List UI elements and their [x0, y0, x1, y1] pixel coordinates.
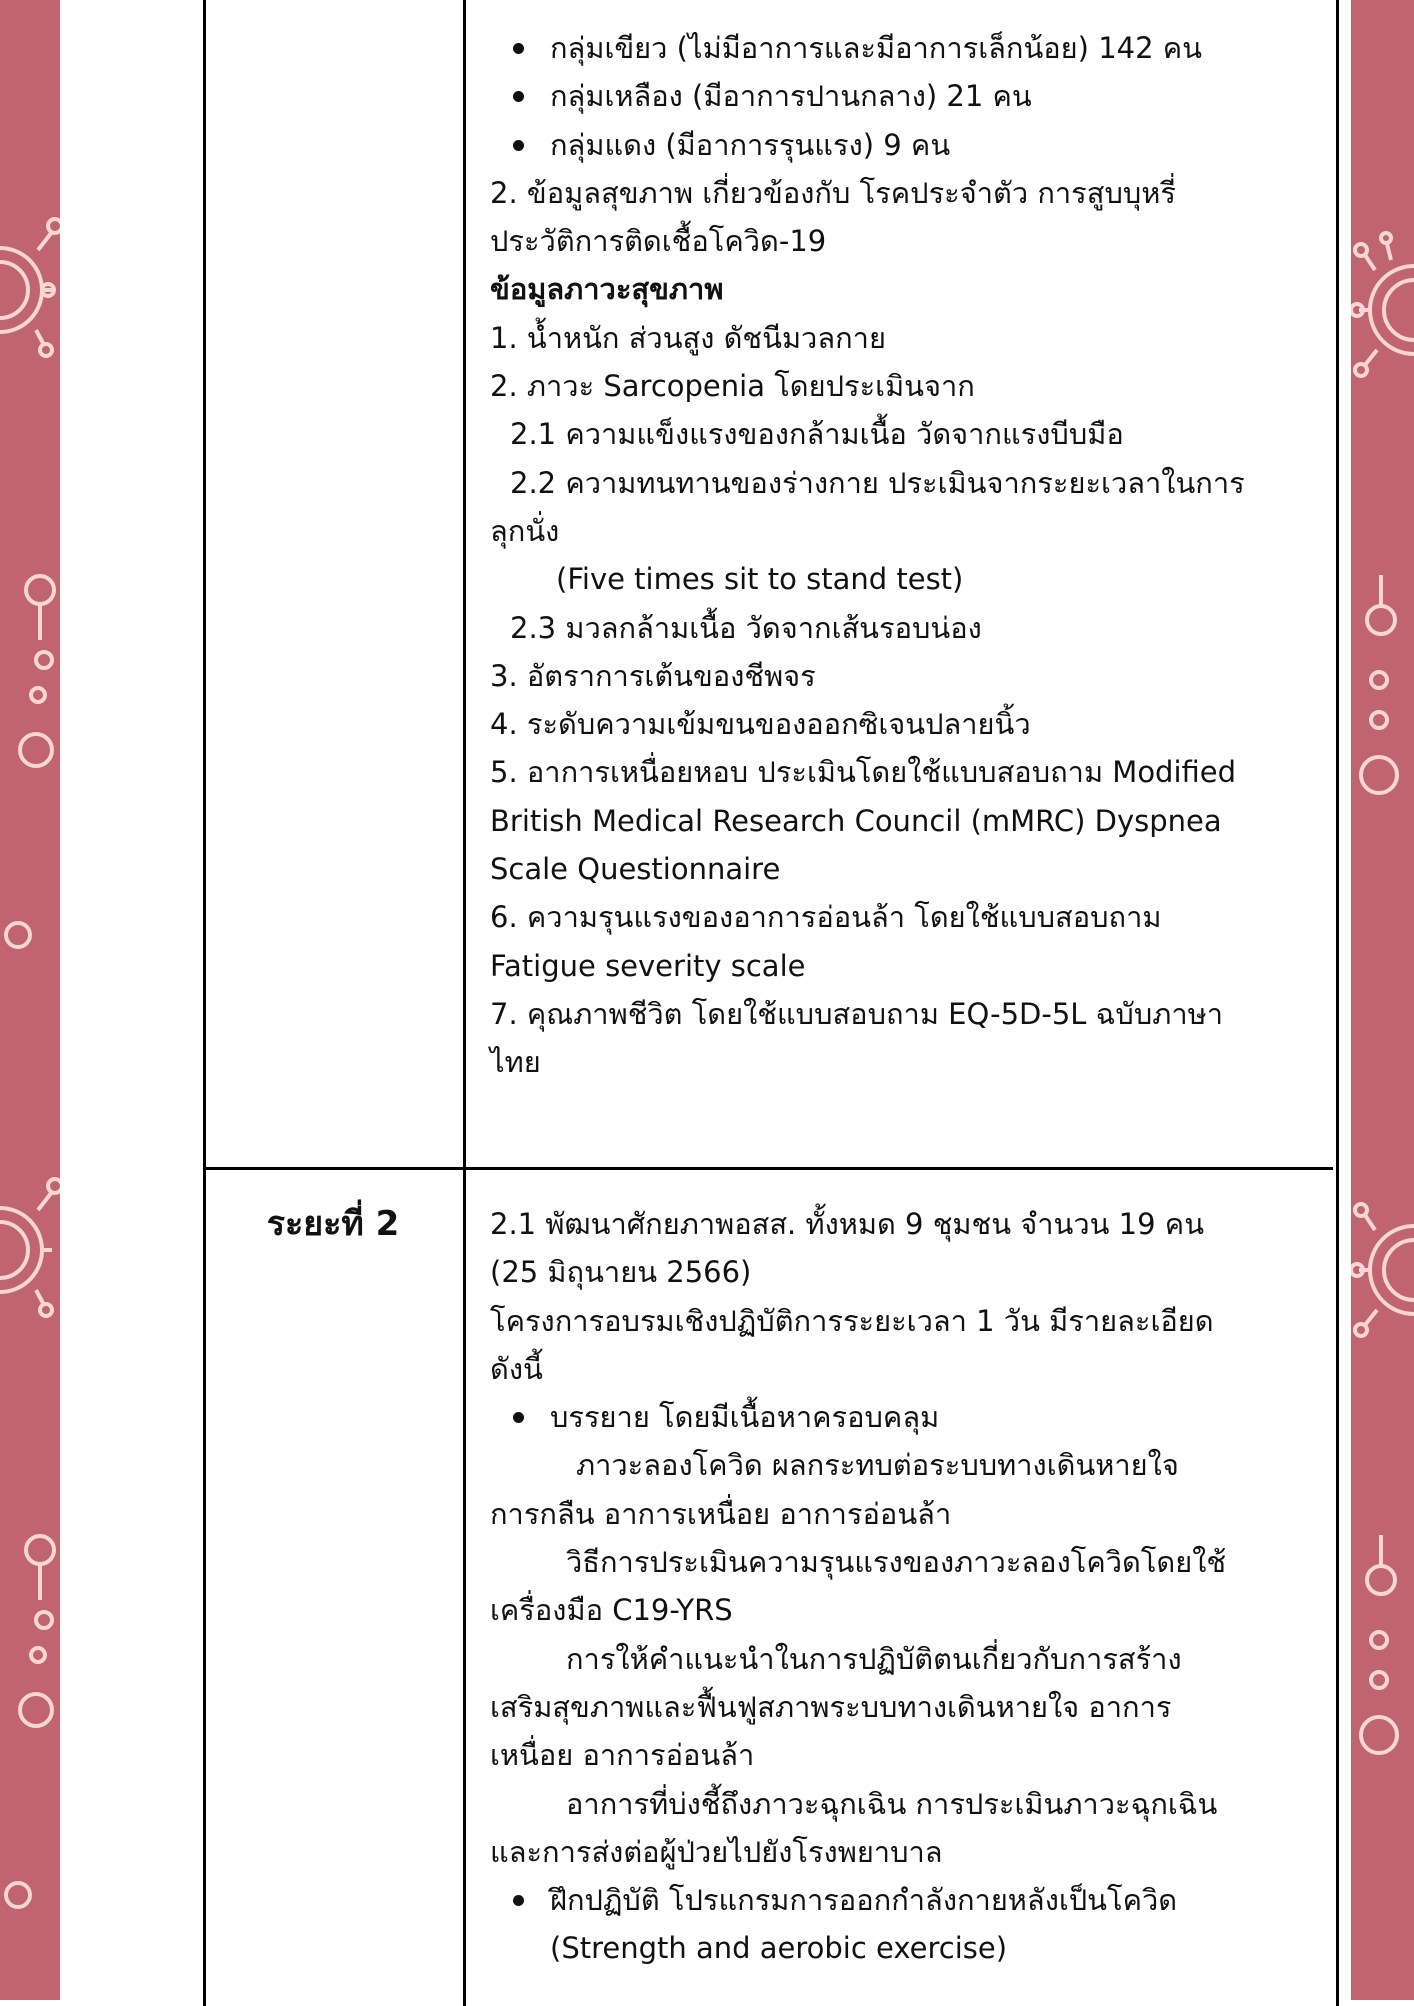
list-item: กลุ่มแดง (มีอาการรุนแรง) 9 คน [490, 121, 1310, 169]
text-line: 2.2 ความทนทานของร่างกาย ประเมินจากระยะเวลาในการ [510, 465, 1245, 500]
text-line: 4. ระดับความเข้มขนของออกซิเจนปลายนิ้ว [490, 707, 1031, 742]
text-line: 2. ข้อมูลสุขภาพ เกี่ยวข้องกับ โรคประจำตัว การสูบบุหรี่ [490, 175, 1176, 210]
row1-content-cell [490, 24, 1310, 1087]
text-line: 2.1 ความแข็งแรงของกล้ามเนื้อ วัดจากแรงบีบมือ [510, 417, 1124, 452]
text-line: (25 มิถุนายน 2566) [490, 1255, 752, 1290]
text-line: ภาวะลองโควิด ผลกระทบต่อระบบทางเดินหายใจ [576, 1448, 1179, 1483]
text-line: การให้คำแนะนำในการปฏิบัติตนเกี่ยวกับการสร้าง [566, 1641, 1182, 1676]
text-line: วิธีการประเมินความรุนแรงของภาวะลองโควิดโดยใช้ [566, 1545, 1227, 1580]
left-decorative-band [0, 0, 60, 2000]
text-line: 5. อาการเหนื่อยหอบ ประเมินโดยใช้แบบสอบถาม Modified [490, 755, 1237, 790]
text-line: (Five times sit to stand test) [556, 562, 964, 597]
text-line: เครื่องมือ C19-YRS [490, 1593, 733, 1628]
row2-content-cell [490, 1200, 1310, 1973]
text-line: ดังนี้ [490, 1351, 543, 1386]
text-line: 2.1 พัฒนาศักยภาพอสส. ทั้งหมด 9 ชุมชน จำนวน 19 คน [490, 1207, 1205, 1241]
text-line: เหนื่อย อาการอ่อนล้า [490, 1738, 755, 1773]
right-decorative-band [1351, 0, 1414, 2000]
section-heading: ข้อมูลภาวะสุขภาพ [490, 272, 724, 307]
document-page [60, 0, 1351, 2000]
virus-icon [0, 0, 60, 2000]
text-line: 1. น้ำหนัก ส่วนสูง ดัชนีมวลกาย [490, 320, 886, 355]
text-line: 2.3 มวลกล้ามเนื้อ วัดจากเส้นรอบน่อง [510, 610, 982, 645]
text-line: 2. ภาวะ Sarcopenia โดยประเมินจาก [490, 369, 975, 404]
list-item: กลุ่มเหลือง (มีอาการปานกลาง) 21 คน [490, 72, 1310, 120]
virus-icon [1351, 0, 1414, 2000]
list-item: บรรยาย โดยมีเนื้อหาครอบคลุม [490, 1393, 1310, 1441]
text-line: 3. อัตราการเต้นของชีพจร [490, 658, 816, 693]
text-line: 6. ความรุนแรงของอาการอ่อนล้า โดยใช้แบบสอบถาม [490, 900, 1162, 935]
list-item: ฝึกปฏิบัติ โปรแกรมการออกกำลังกายหลังเป็นโควิด [490, 1876, 1310, 1924]
list-item: กลุ่มเขียว (ไม่มีอาการและมีอาการเล็กน้อย) 142 คน [490, 24, 1310, 72]
text-line: ลุกนั่ง [490, 513, 560, 548]
text-line: อาการที่บ่งชี้ถึงภาวะฉุกเฉิน การประเมินภาวะฉุกเฉิน [566, 1786, 1218, 1821]
text-line: การกลืน อาการเหนื่อย อาการอ่อนล้า [490, 1496, 952, 1531]
text-line: Scale Questionnaire [490, 852, 781, 887]
text-line: เสริมสุขภาพและฟื้นฟูสภาพระบบทางเดินหายใจ อาการ [490, 1689, 1172, 1724]
text-line: และการส่งต่อผู้ป่วยไปยังโรงพยาบาล [490, 1834, 943, 1869]
text-line: Fatigue severity scale [490, 948, 806, 983]
text-line: (Strength and aerobic exercise) [550, 1931, 1008, 1966]
text-line: ไทย [490, 1045, 541, 1080]
table-column-divider [463, 0, 466, 2006]
text-line: 7. คุณภาพชีวิต โดยใช้แบบสอบถาม EQ-5D-5L ฉบับภาษา [490, 996, 1224, 1031]
text-line: British Medical Research Council (mMRC) Dyspnea [490, 803, 1222, 838]
table-row-divider [203, 1167, 1333, 1170]
phase-label: ระยะที่ 2 [266, 1204, 400, 1244]
text-line: โครงการอบรมเชิงปฏิบัติการระยะเวลา 1 วัน มีรายละเอียด [490, 1303, 1214, 1338]
text-line: ประวัติการติดเชื้อโควิด-19 [490, 224, 827, 259]
